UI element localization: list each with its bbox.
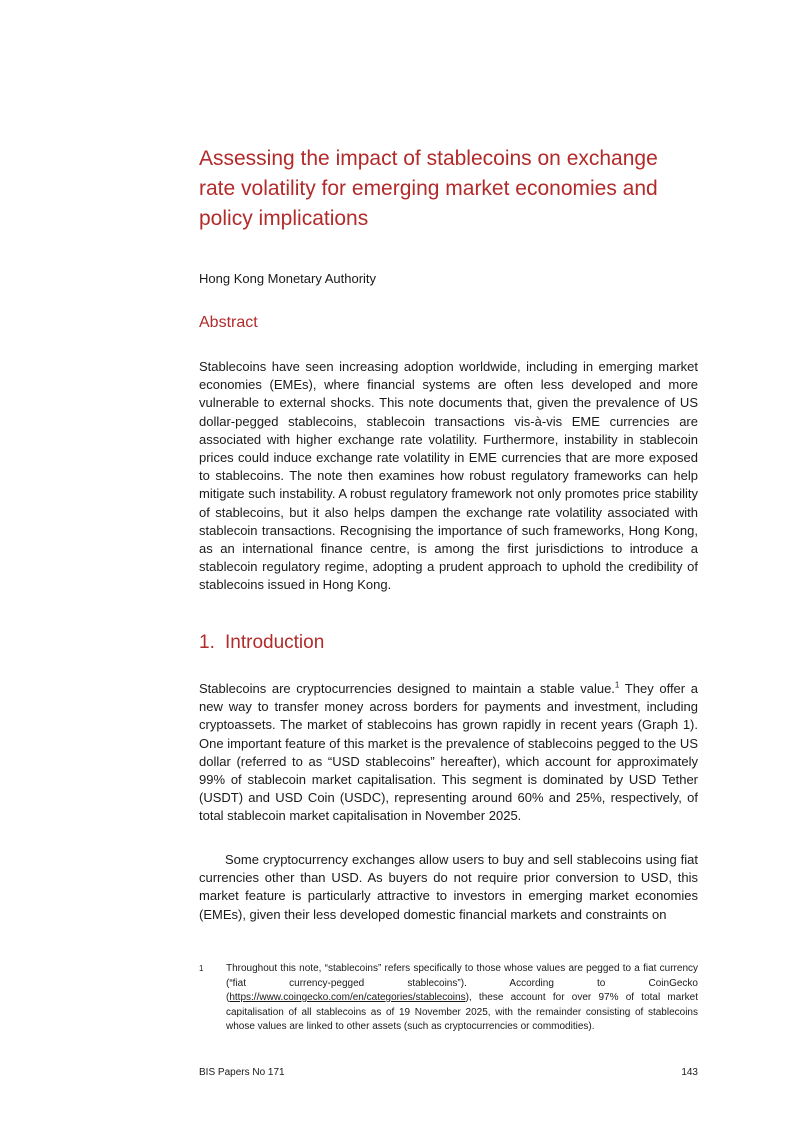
intro-paragraph-2: Some cryptocurrency exchanges allow users to buy and sell stablecoins using fiat currencies other than USD. As buyers do not require prior conversion to USD, this market feature is particularly attractive to investors in emerging market economies (EMEs), given their less developed domestic financial markets and constraints on (199, 852, 698, 922)
intro-text-rest: They offer a new way to transfer money across borders for payments and investment, including cryptoassets. The market of stablecoins has grown rapidly in recent years (Graph 1). One important feature of this market is the prevalence of stablecoins pegged to the US dollar (referred to as “USD stablecoins” hereafter), which account for approximately 99% of stablecoin market capitalisation. This segment is dominated by USD Tether (USDT) and USD Coin (USDC), representing around 60% and 25%, respectively, of total stablecoin market capitalisation in November 2025. (199, 681, 698, 824)
abstract-heading: Abstract (199, 314, 258, 331)
section-number: 1. (199, 632, 215, 653)
paper-title: Assessing the impact of stablecoins on exchange rate volatility for emerging market economies and policy implications (199, 147, 658, 230)
footnote-text (226, 962, 698, 1035)
intro-paragraph-1 (199, 680, 698, 826)
author: Hong Kong Monetary Authority (199, 271, 377, 286)
footnote-mark: 1 (199, 964, 204, 973)
coingecko-link[interactable]: https://www.coingecko.com/en/categories/stablecoins (229, 992, 466, 1003)
page-number: 143 (681, 1067, 698, 1078)
publication-name: BIS Papers No 171 (199, 1067, 285, 1078)
footnote-text-end: ), these account for over 97% of total market capitalisation of all stablecoins as of 19 November 2025, with the remainder consisting of stablecoins whose values are linked to other assets (such as cryptocurrencies or commodities). (226, 992, 698, 1032)
intro-text-start: Stablecoins are cryptocurrencies designed to maintain a stable value. (199, 681, 615, 696)
section-heading-introduction (199, 630, 324, 656)
abstract-body: Stablecoins have seen increasing adoption worldwide, including in emerging market economies (EMEs), where financial systems are often less developed and more vulnerable to external shocks. This note documents that, given the prevalence of US dollar-pegged stablecoins, stablecoin transactions vis-à-vis EME currencies are associated with higher exchange rate volatility. Furthermore, instability in stablecoin prices could induce exchange rate volatility in EME currencies that are more exposed to stablecoins. The note then examines how robust regulatory frameworks can help mitigate such instability. A robust regulatory framework not only promotes price stability of stablecoins, but it also helps dampen the exchange rate volatility associated with stablecoin transactions. Recognising the importance of such frameworks, Hong Kong, as an international finance centre, is among the first jurisdictions to introduce a stablecoin regulatory regime, adopting a prudent approach to uphold the credibility of stablecoins issued in Hong Kong. (199, 359, 698, 593)
footnote-reference[interactable]: 1 (614, 680, 620, 690)
section-title: Introduction (225, 632, 325, 653)
footnote-text-start: Throughout this note, “stablecoins” refers specifically to those whose values are pegged to a fiat currency (“fiat currency-pegged stablecoins”). According to CoinGecko ( (226, 963, 698, 1003)
footnote (199, 962, 698, 1035)
